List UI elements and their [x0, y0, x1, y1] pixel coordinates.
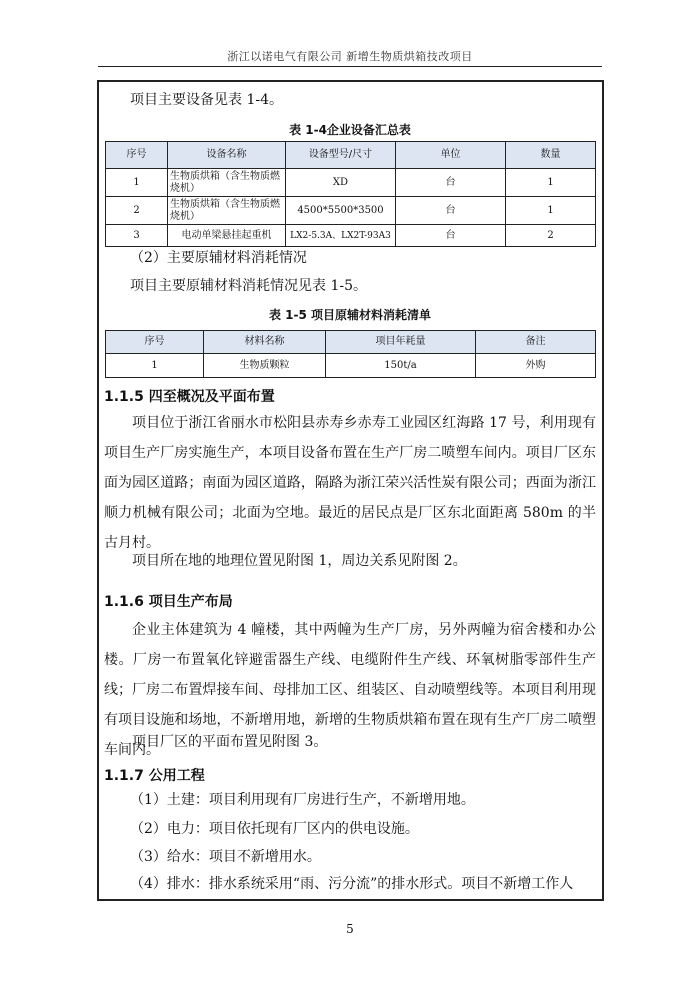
section-1-1-6-paragraph: 企业主体建筑为 4 幢楼，其中两幢为生产厂房，另外两幢为宿舍楼和办公楼。厂房一布置氧化锌避雷器生产线、电缆附件生产线、环氧树脂零部件生产线；厂房二布置焊接车间、母排加工区、组装区、自动喷塑线等。本项目利用现有项目设施和场地，不新增用地，新增的生物质烘箱布置在现有生产厂房二喷塑车间内。: [104, 622, 596, 758]
col-header-annual-usage: 项目年耗量: [326, 331, 476, 354]
table-1-5-caption: 表 1-5 项目原辅材料消耗清单: [268, 308, 432, 322]
table-cell: 1: [506, 197, 596, 225]
running-header: 浙江以诺电气有限公司 新增生物质烘箱技改项目: [227, 50, 473, 63]
col-header-material: 材料名称: [204, 331, 326, 354]
col-header-remark: 备注: [476, 331, 596, 354]
table-cell: 台: [396, 225, 506, 247]
equipment-table: [105, 141, 596, 247]
section-1-1-7-heading: 1.1.7 公用工程: [104, 768, 205, 784]
materials-subheading: （2）主要原辅材料消耗情况: [130, 250, 307, 266]
col-header-index: 序号: [106, 331, 204, 354]
table-cell: 电动单梁悬挂起重机: [168, 225, 286, 247]
utility-item-water-supply: （3）给水：项目不新增用水。: [130, 849, 321, 865]
page-number: 5: [346, 922, 354, 936]
table-cell: XD: [286, 169, 396, 197]
table-cell: 4500*5500*3500: [286, 197, 396, 225]
table-cell: 生物质颗粒: [204, 354, 326, 378]
col-header-qty: 数量: [506, 142, 596, 169]
header-rule: [98, 66, 602, 67]
table-cell: 3: [106, 225, 168, 247]
utility-item-power: （2）电力：项目依托现有厂区内的供电设施。: [130, 821, 419, 837]
utility-item-construction: （1）土建：项目利用现有厂房进行生产，不新增用地。: [130, 792, 475, 808]
table-row: [106, 169, 596, 197]
utility-item-drainage: （4）排水：排水系统采用“雨、污分流”的排水形式。项目不新增工作人: [130, 876, 574, 892]
table-cell: 生物质烘箱（含生物质燃烧机）: [168, 197, 286, 225]
equipment-intro: 项目主要设备见表 1-4。: [130, 92, 283, 108]
table-cell: 1: [106, 354, 204, 378]
section-1-1-6-figure-ref: 项目厂区的平面布置见附图 3。: [132, 734, 328, 750]
table-cell: 1: [506, 169, 596, 197]
table-cell: 2: [506, 225, 596, 247]
col-header-model: 设备型号/尺寸: [286, 142, 396, 169]
section-1-1-5-figure-ref: 项目所在地的地理位置见附图 1，周边关系见附图 2。: [132, 553, 467, 569]
materials-intro: 项目主要原辅材料消耗情况见表 1-5。: [130, 278, 367, 294]
section-1-1-5-paragraph: 项目位于浙江省丽水市松阳县赤寿乡赤寿工业园区红海路 17 号，利用现有项目生产厂房实施生产，本项目设备布置在生产厂房二喷塑车间内。项目厂区东面为园区道路；南面为园区道路，隔路为浙江荣兴活性炭有限公司；西面为浙江顺力机械有限公司；北面为空地。最近的居民点是厂区东北面距离 580m 的半古月村。: [104, 415, 596, 551]
table-1-4-caption: 表 1-4企业设备汇总表: [289, 123, 411, 137]
table-row: [106, 354, 596, 378]
col-header-unit: 单位: [396, 142, 506, 169]
table-row: [106, 225, 596, 247]
table-row: [106, 197, 596, 225]
table-cell: 1: [106, 169, 168, 197]
table-cell: LX2-5.3A、LX2T-93A3: [286, 225, 396, 247]
materials-table: [105, 330, 596, 378]
table-cell: 2: [106, 197, 168, 225]
table-cell: 外购: [476, 354, 596, 378]
table-cell: 台: [396, 197, 506, 225]
table-cell: 生物质烘箱（含生物质燃烧机）: [168, 169, 286, 197]
section-1-1-5-heading: 1.1.5 四至概况及平面布置: [104, 389, 275, 405]
table-cell: 台: [396, 169, 506, 197]
col-header-index: 序号: [106, 142, 168, 169]
table-cell: 150t/a: [326, 354, 476, 378]
section-1-1-6-heading: 1.1.6 项目生产布局: [104, 594, 233, 610]
col-header-name: 设备名称: [168, 142, 286, 169]
